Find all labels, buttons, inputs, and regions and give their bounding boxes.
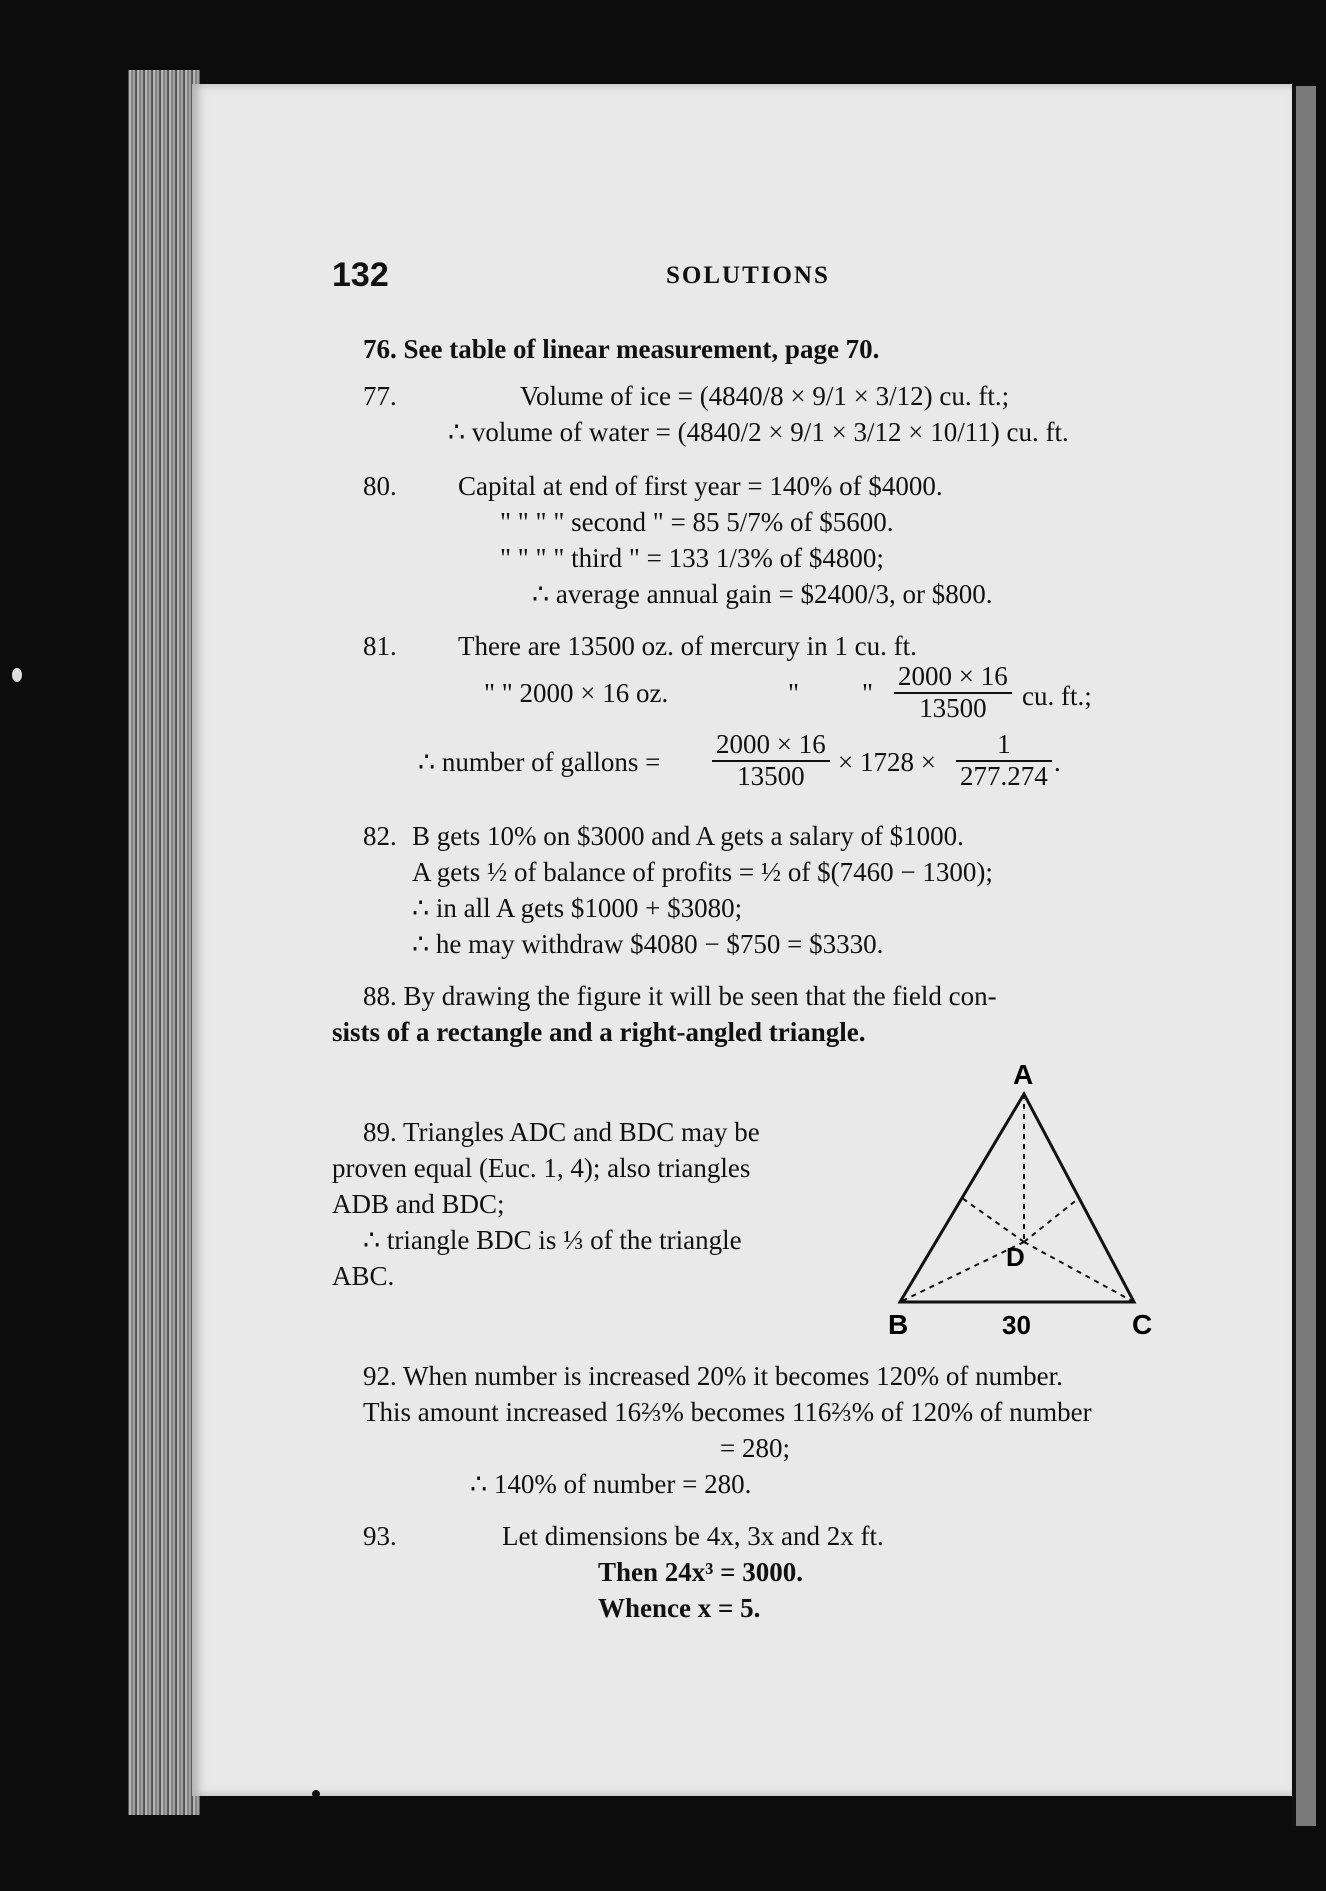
solution-93-line1: Let dimensions be 4x, 3x and 2x ft. <box>502 1521 884 1551</box>
fraction-denominator: 277.274 <box>960 760 1048 791</box>
label-base-length: 30 <box>1002 1310 1031 1340</box>
solution-92-line1: 92. When number is increased 20% it becomes 120% of number. <box>363 1361 1063 1391</box>
next-page-edge <box>1292 86 1316 1826</box>
solution-76 <box>363 333 879 365</box>
solution-92-line2: This amount increased 16⅔% becomes 116⅔% of 120% of number <box>363 1397 1092 1427</box>
solution-81-line3-end: . <box>1054 747 1061 777</box>
speck <box>12 668 22 682</box>
solution-81-line3-left: ∴ number of gallons = <box>418 747 661 777</box>
solution-93-line2: Then 24x³ = 3000. <box>598 1557 804 1587</box>
solution-92-line4: ∴ 140% of number = 280. <box>470 1469 752 1499</box>
solution-81-number: 81. <box>363 631 397 661</box>
solution-80-line4: ∴ average annual gain = $2400/3, or $800. <box>532 579 993 609</box>
solution-81-line3-fraction2 <box>952 730 1056 791</box>
fraction-numerator: 1 <box>956 730 1052 762</box>
solution-89-line5: ABC. <box>332 1261 395 1291</box>
solution-text: See table of linear measurement, page 70. <box>403 334 880 364</box>
label-d: D <box>1006 1242 1025 1272</box>
page-title: SOLUTIONS <box>666 262 830 289</box>
solution-82-line4: ∴ he may withdraw $4080 − $750 = $3330. <box>412 929 884 959</box>
solution-93-line3: Whence x = 5. <box>598 1593 761 1623</box>
label-b: B <box>888 1309 909 1340</box>
solution-number: 76. <box>363 334 397 364</box>
solution-80-number: 80. <box>363 471 397 501</box>
solution-81-line2-unit: cu. ft.; <box>1022 681 1092 711</box>
solution-88-line1: 88. By drawing the figure it will be seen that the field con- <box>363 981 997 1011</box>
solution-82-line1: B gets 10% on $3000 and A gets a salary of $1000. <box>412 821 964 851</box>
solution-92-line3: = 280; <box>720 1433 790 1463</box>
solution-81-line2-fraction <box>890 662 1016 723</box>
solution-80-line3: " " " " third " = 133 1/3% of $4800; <box>500 543 884 573</box>
median-ab <box>962 1198 1024 1242</box>
solution-93-number: 93. <box>363 1521 397 1551</box>
book-spine <box>128 70 200 1815</box>
median-ac <box>1024 1198 1079 1242</box>
page-number: 132 <box>332 256 389 294</box>
label-a: A <box>1013 1059 1034 1090</box>
solution-80-line2: " " " " second " = 85 5/7% of $5600. <box>500 507 894 537</box>
fraction-denominator: 13500 <box>919 692 987 723</box>
solution-89-line2: proven equal (Euc. 1, 4); also triangles <box>332 1153 751 1183</box>
solution-81-line3-mid: × 1728 × <box>838 747 936 777</box>
solution-77-line1: Volume of ice = (4840/8 × 9/1 × 3/12) cu. ft.; <box>520 381 1010 411</box>
solution-77-line2: ∴ volume of water = (4840/2 × 9/1 × 3/12 × 10/11) cu. ft. <box>448 417 1069 447</box>
solution-80-line1: Capital at end of first year = 140% of $4000. <box>458 471 943 501</box>
solution-82-number: 82. <box>363 821 397 851</box>
solution-77-number: 77. <box>363 381 397 411</box>
label-c: C <box>1132 1309 1153 1340</box>
solution-89-line3: ADB and BDC; <box>332 1189 505 1219</box>
triangle-figure <box>880 1052 1160 1342</box>
solution-81-ditto: " <box>788 678 800 708</box>
solution-81-line1: There are 13500 oz. of mercury in 1 cu. ft. <box>458 631 917 661</box>
solution-81-line2-left: " " 2000 × 16 oz. <box>484 678 669 708</box>
solution-89-line4: ∴ triangle BDC is ⅓ of the triangle <box>363 1225 742 1255</box>
solution-81-ditto: " <box>862 678 874 708</box>
solution-82-line3: ∴ in all A gets $1000 + $3080; <box>412 893 743 923</box>
solution-89-line1: 89. Triangles ADC and BDC may be <box>363 1117 760 1147</box>
speck <box>312 1790 320 1798</box>
fraction-denominator: 13500 <box>737 760 805 791</box>
fraction-numerator: 2000 × 16 <box>894 662 1012 694</box>
solution-82-line2: A gets ½ of balance of profits = ½ of $(7460 − 1300); <box>412 857 993 887</box>
fraction-numerator: 2000 × 16 <box>712 730 830 762</box>
solution-88-line2: sists of a rectangle and a right-angled triangle. <box>332 1017 866 1047</box>
solution-81-line3-fraction <box>708 730 834 791</box>
